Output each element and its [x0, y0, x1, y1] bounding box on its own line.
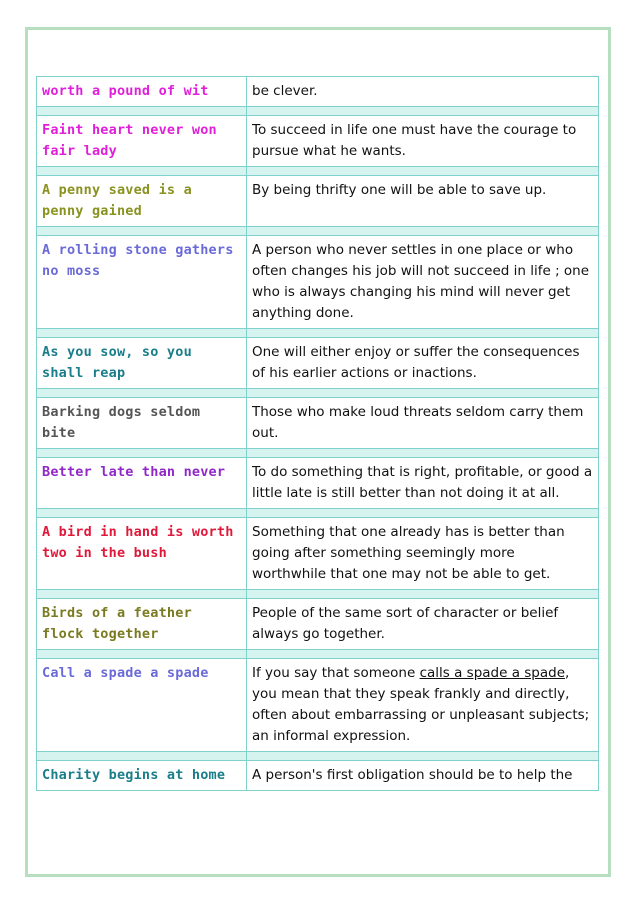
- proverb-cell: Faint heart never won fair lady: [37, 116, 247, 167]
- spacer-row: [37, 650, 599, 659]
- spacer-row: [37, 329, 599, 338]
- spacer-row: [37, 590, 599, 599]
- table-row: [37, 338, 599, 389]
- table-row: [37, 761, 599, 791]
- spacer-row: [37, 227, 599, 236]
- meaning-cell: People of the same sort of character or belief always go together.: [247, 599, 599, 650]
- meaning-cell: Something that one already has is better than going after something seemingly more worthwhile that one may not be able to get.: [247, 518, 599, 590]
- proverb-cell: A bird in hand is worth two in the bush: [37, 518, 247, 590]
- spacer-row: [37, 449, 599, 458]
- meaning-text: If you say that someone: [252, 665, 420, 681]
- proverb-cell: Barking dogs seldom bite: [37, 398, 247, 449]
- underlined-phrase: calls a spade a spade: [419, 665, 566, 681]
- spacer-row: [37, 167, 599, 176]
- table-row: [37, 659, 599, 752]
- meaning-cell: To succeed in life one must have the courage to pursue what he wants.: [247, 116, 599, 167]
- table-row: [37, 176, 599, 227]
- spacer-row: [37, 389, 599, 398]
- proverb-cell: As you sow, so you shall reap: [37, 338, 247, 389]
- proverb-cell: worth a pound of wit: [37, 77, 247, 107]
- meaning-cell: By being thrifty one will be able to save up.: [247, 176, 599, 227]
- table-row: [37, 116, 599, 167]
- meaning-cell: Those who make loud threats seldom carry them out.: [247, 398, 599, 449]
- proverb-cell: A rolling stone gathers no moss: [37, 236, 247, 329]
- meaning-cell: A person's first obligation should be to help the: [247, 761, 599, 791]
- proverb-cell: Birds of a feather flock together: [37, 599, 247, 650]
- meaning-cell: One will either enjoy or suffer the consequences of his earlier actions or inactions.: [247, 338, 599, 389]
- proverb-cell: A penny saved is a penny gained: [37, 176, 247, 227]
- meaning-cell: [247, 659, 599, 752]
- table-row: [37, 236, 599, 329]
- table-row: [37, 77, 599, 107]
- meaning-cell: be clever.: [247, 77, 599, 107]
- spacer-row: [37, 752, 599, 761]
- meaning-cell: A person who never settles in one place or who often changes his job will not succeed in life ; one who is always changing his mind will never get anything done.: [247, 236, 599, 329]
- spacer-row: [37, 509, 599, 518]
- table-row: [37, 599, 599, 650]
- table-row: [37, 458, 599, 509]
- proverbs-table: [36, 76, 599, 791]
- table-row: [37, 518, 599, 590]
- proverb-cell: Call a spade a spade: [37, 659, 247, 752]
- table-row: [37, 398, 599, 449]
- meaning-cell: To do something that is right, profitable, or good a little late is still better than not doing it at all.: [247, 458, 599, 509]
- proverb-cell: Better late than never: [37, 458, 247, 509]
- meaning-text: , you mean that they speak frankly and directly, often about embarrassing or unpleasant subjects; an informal expression.: [252, 665, 590, 744]
- proverb-cell: Charity begins at home: [37, 761, 247, 791]
- spacer-row: [37, 107, 599, 116]
